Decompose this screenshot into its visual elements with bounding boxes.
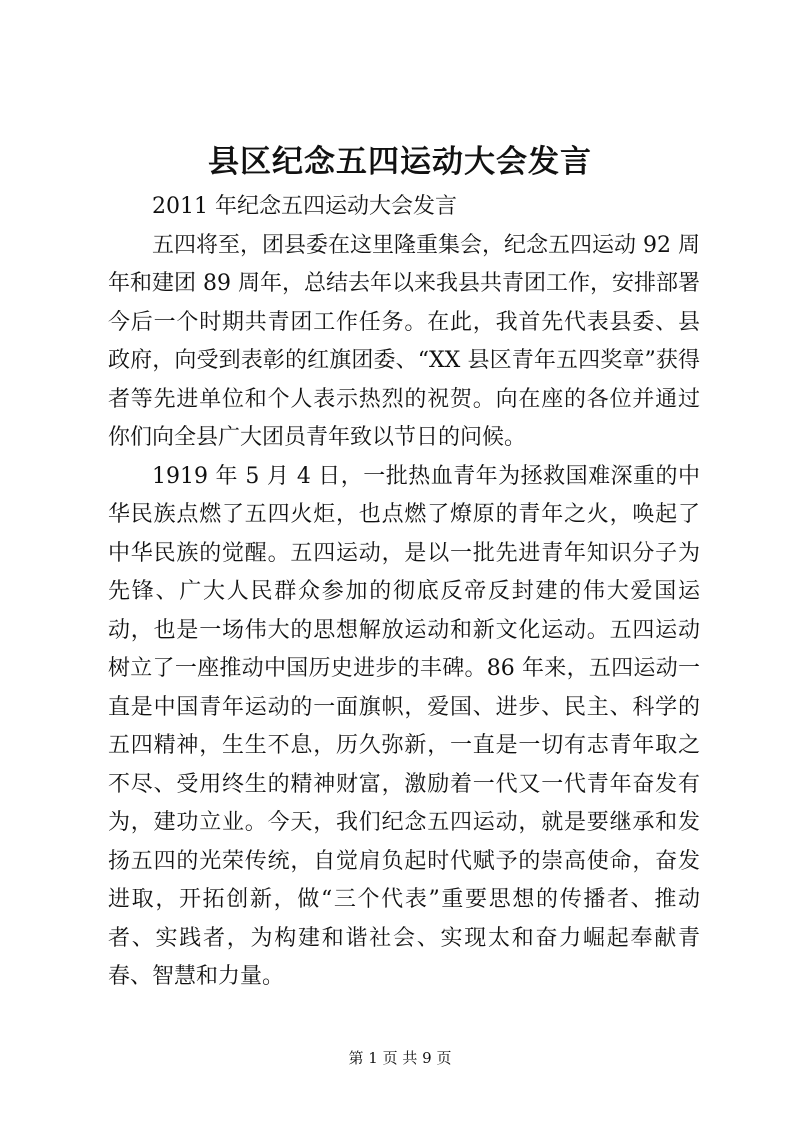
paragraph-history: 1919 年 5 月 4 日，一批热血青年为拯救国难深重的中华民族点燃了五四火炬，也点燃了燎原的青年之火，唤起了中华民族的觉醒。五四运动，是以一批先进青年知识分子为先锋、广大人民群众参加的彻底反帝反封建的伟大爱国运动，也是一场伟大的思想解放运动和新文化运动。五四运动树立了一座推动中国历史进步的丰碑。86 年来，五四运动一直是中国青年运动的一面旗帜，爱国、进步、民主、科学的五四精神，生生不息，历久弥新，一直是一切有志青年取之不尽、受用终生的精神财富，激励着一代又一代青年奋发有为，建功立业。今天，我们纪念五四运动，就是要继承和发扬五四的光荣传统，自觉肩负起时代赋予的崇高使命，奋发进取，开拓创新，做“三个代表”重要思想的传播者、推动者、实践者，为构建和谐社会、实现太和奋力崛起奉献青春、智慧和力量。 [108, 463, 700, 989]
document-body [108, 188, 700, 997]
document-title: 县区纪念五四运动大会发言 [208, 144, 592, 180]
paragraph-subtitle: 2011 年纪念五四运动大会发言 [152, 194, 457, 219]
paragraph-opening: 五四将至，团县委在这里隆重集会，纪念五四运动 92 周年和建团 89 周年，总结去年以来我县共青团工作，安排部署今后一个时期共青团工作任务。在此，我首先代表县委、县政府，向受到表彰的红旗团委、“XX 县区青年五四奖章”获得者等先进单位和个人表示热烈的祝贺。向在座的各位并通过你们向全县广大团员青年致以节日的问候。 [108, 232, 700, 450]
page-number: 第 1 页 共 9 页 [348, 1049, 452, 1067]
